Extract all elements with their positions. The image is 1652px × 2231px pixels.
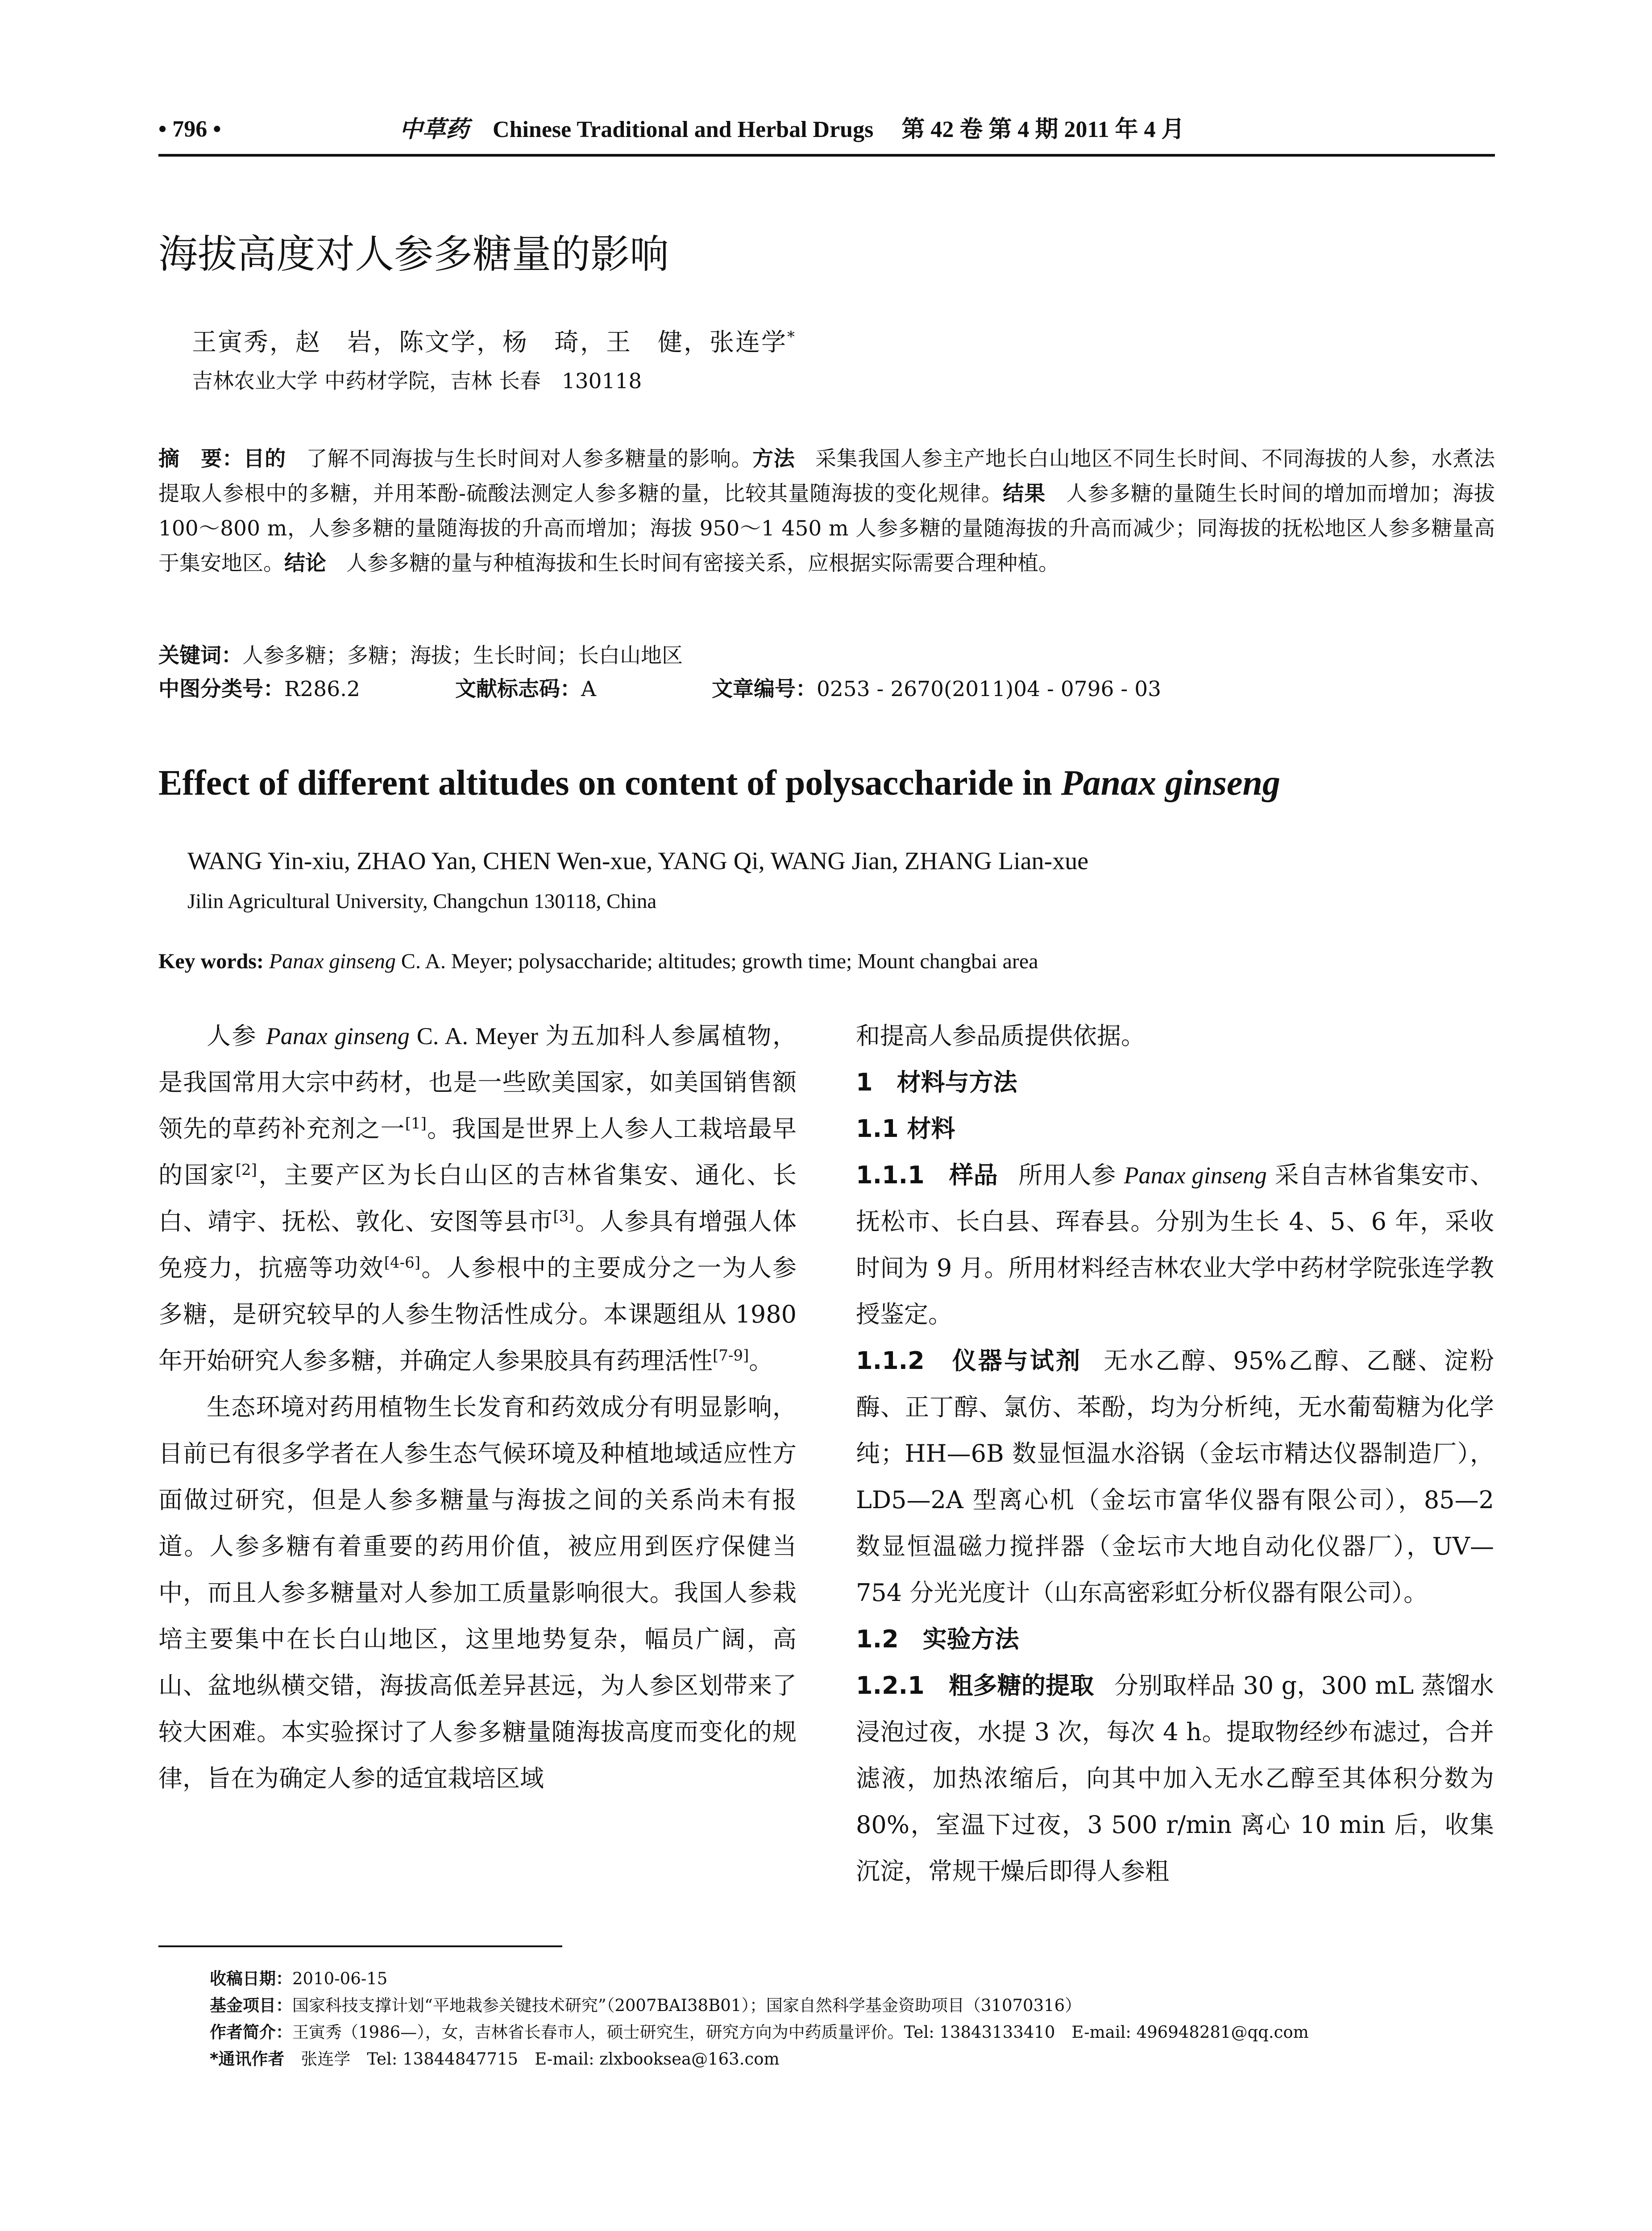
result-label: 结果 <box>1003 481 1046 506</box>
extraction-paragraph: 1.2.1 粗多糖的提取 分别取样品 30 g，300 mL 蒸馏水浸泡过夜，水提 3 次，每次 4 h。提取物经纱布滤过，合并滤液，加热浓缩后，向其中加入无水乙醇至其体积分数为 80%，室温下过夜，3 500 r/min 离心 10 min 后，收集沉淀，常规干燥后即得人参粗 <box>856 1671 1494 1885</box>
fund-info: 基金项目：国家科技支撑计划“平地栽参关键技术研究”（2007BAI38B01）；国家自然科学基金资助项目（31070316） <box>210 1996 1082 2015</box>
chinese-abstract <box>158 442 1495 581</box>
body-column-left <box>158 1013 797 1802</box>
journal-name: Chinese Traditional and Herbal Drugs <box>493 117 874 142</box>
species-name: Panax ginseng <box>1061 763 1280 803</box>
document-code: 文献标志码：A <box>455 677 596 701</box>
classification-line <box>158 674 1495 705</box>
conclusion-label: 结论 <box>284 551 326 576</box>
keywords-label: 关键词： <box>158 643 242 668</box>
chinese-keywords <box>158 640 683 672</box>
author-bio: 作者简介：王寅秀（1986—），女，吉林省长春市人，硕士研究生，研究方向为中药质量评价。Tel: 13843133410 E-mail: 496948281@qq.com <box>210 2023 1309 2042</box>
keywords-text: 人参多糖；多糖；海拔；生长时间；长白山地区 <box>242 643 683 668</box>
section-heading: 1 材料与方法 <box>856 1068 1017 1096</box>
chinese-title: 海拔高度对人参多糖量的影响 <box>158 231 669 277</box>
english-authors: WANG Yin-xiu, ZHAO Yan, CHEN Wen-xue, YANG Qi, WANG Jian, ZHANG Lian-xue <box>187 847 1089 875</box>
author-list: 王寅秀，赵 岩，陈文学，杨 琦，王 健，张连学 <box>192 328 788 357</box>
sample-paragraph: 1.1.1 样品 所用人参 Panax ginseng 采自吉林省集安市、抚松市、长白县、珲春县。分别为生长 4、5、6 年，采收时间为 9 月。所用材料经吉林农业大学中药材学院张连学教授鉴定。 <box>856 1161 1494 1328</box>
objective-text: 了解不同海拔与生长时间对人参多糖量的影响。 <box>306 447 753 471</box>
english-title: Effect of different altitudes on content of polysaccharide in Panax ginseng <box>158 763 1280 803</box>
corresponding-author: *通讯作者 张连学 Tel: 13844847715 E-mail: zlxbooksea@163.com <box>210 2049 780 2069</box>
chinese-affiliation: 吉林农业大学 中药材学院，吉林 长春 130118 <box>192 369 642 394</box>
english-affiliation: Jilin Agricultural University, Changchun 130118, China <box>187 890 657 913</box>
citation: [1] <box>405 1115 427 1132</box>
received-date: 收稿日期：2010-06-15 <box>210 1969 388 1988</box>
method-text: 采集我国人参主产地长白山地区不同生长时间、不同海拔的人参，水煮法提取人参根中的多糖，并用苯酚-硫酸法测定人参多糖的量，比较其量随海拔的变化规律。 <box>158 447 1495 506</box>
objective-label: 目的 <box>243 447 286 471</box>
english-keywords: Key words: Panax ginseng C. A. Meyer; polysaccharide; altitudes; growth time; Mount changbai area <box>158 950 1038 973</box>
chinese-authors <box>192 319 796 360</box>
citation: [2] <box>235 1161 257 1179</box>
journal-issue: 第 42 卷 第 4 期 2011 年 4 月 <box>901 117 1185 142</box>
intro-paragraph-1: 人参 Panax ginseng C. A. Meyer 为五加科人参属植物，是我国常用大宗中药材，也是一些欧美国家，如美国销售额领先的草药补充剂之一[1]。我国是世界上人参人工栽培最早的国家[2]，主要产区为长白山区的吉林省集安、通化、长白、靖宇、抚松、敦化、安图等县市[3]。人参具有增强人体免疫力，抗癌等功效[4-6]。人参根中的主要成分之一为人参多糖，是研究较早的人参生物活性成分。本课题组从 1980 年开始研究人参多糖，并确定人参果胶具有药理活性[7-9]。 <box>158 1022 797 1375</box>
footnotes <box>210 1966 1495 2073</box>
abstract-label: 摘 要： <box>158 447 244 471</box>
subsection-heading: 1.1 材料 <box>856 1115 955 1143</box>
citation: [4-6] <box>384 1254 421 1272</box>
header-rule <box>158 154 1495 157</box>
clc-code: 中图分类号：R286.2 <box>158 677 360 701</box>
method-label: 方法 <box>752 447 795 471</box>
keywords-label-en: Key words: <box>158 950 264 973</box>
page-number: • 796 • <box>158 116 221 142</box>
body-column-right <box>856 1013 1494 1895</box>
citation: [7-9] <box>713 1347 749 1364</box>
result-text: 人参多糖的量随生长时间的增加而增加；海拔 100～800 m，人参多糖的量随海拔的升高而增加；海拔 950～1 450 m 人参多糖的量随海拔的升高而减少；同海拔的抚松地区人参多糖量高于集安地区。 <box>158 481 1495 576</box>
article-number: 文章编号：0253 - 2670(2011)04 - 0796 - 03 <box>712 677 1162 701</box>
subsection-heading: 1.2 实验方法 <box>856 1625 1019 1653</box>
intro-paragraph-2: 生态环境对药用植物生长发育和药效成分有明显影响，目前已有很多学者在人参生态气候环境及种植地域适应性方面做过研究，但是人参多糖量与海拔之间的关系尚未有报道。人参多糖有着重要的药用价值，被应用到医疗保健当中，而且人参多糖量对人参加工质量影响很大。我国人参栽培主要集中在长白山地区，这里地势复杂，幅员广阔，高山、盆地纵横交错，海拔高低差异甚远，为人参区划带来了较大困难。本实验探讨了人参多糖量随海拔高度而变化的规律，旨在为确定人参的适宜栽培区域 <box>158 1393 797 1792</box>
instruments-paragraph: 1.1.2 仪器与试剂 无水乙醇、95%乙醇、乙醚、淀粉酶、正丁醇、氯仿、苯酚，均为分析纯，无水葡萄糖为化学纯；HH—6B 数显恒温水浴锅（金坛市精达仪器制造厂），LD5—2A 型离心机（金坛市富华仪器有限公司），85—2 数显恒温磁力搅拌器（金坛市大地自动化仪器厂），UV—754 分光光度计（山东高密彩虹分析仪器有限公司）。 <box>856 1347 1494 1607</box>
conclusion-text: 人参多糖的量与种植海拔和生长时间有密接关系，应根据实际需要合理种植。 <box>346 551 1059 576</box>
intro-continuation: 和提高人参品质提供依据。 <box>856 1022 1145 1050</box>
journal-logo: 中草药 <box>399 116 469 143</box>
footnote-rule <box>158 1945 562 1947</box>
citation: [3] <box>553 1207 575 1225</box>
corresponding-mark: * <box>787 328 797 346</box>
running-header <box>158 114 1495 145</box>
